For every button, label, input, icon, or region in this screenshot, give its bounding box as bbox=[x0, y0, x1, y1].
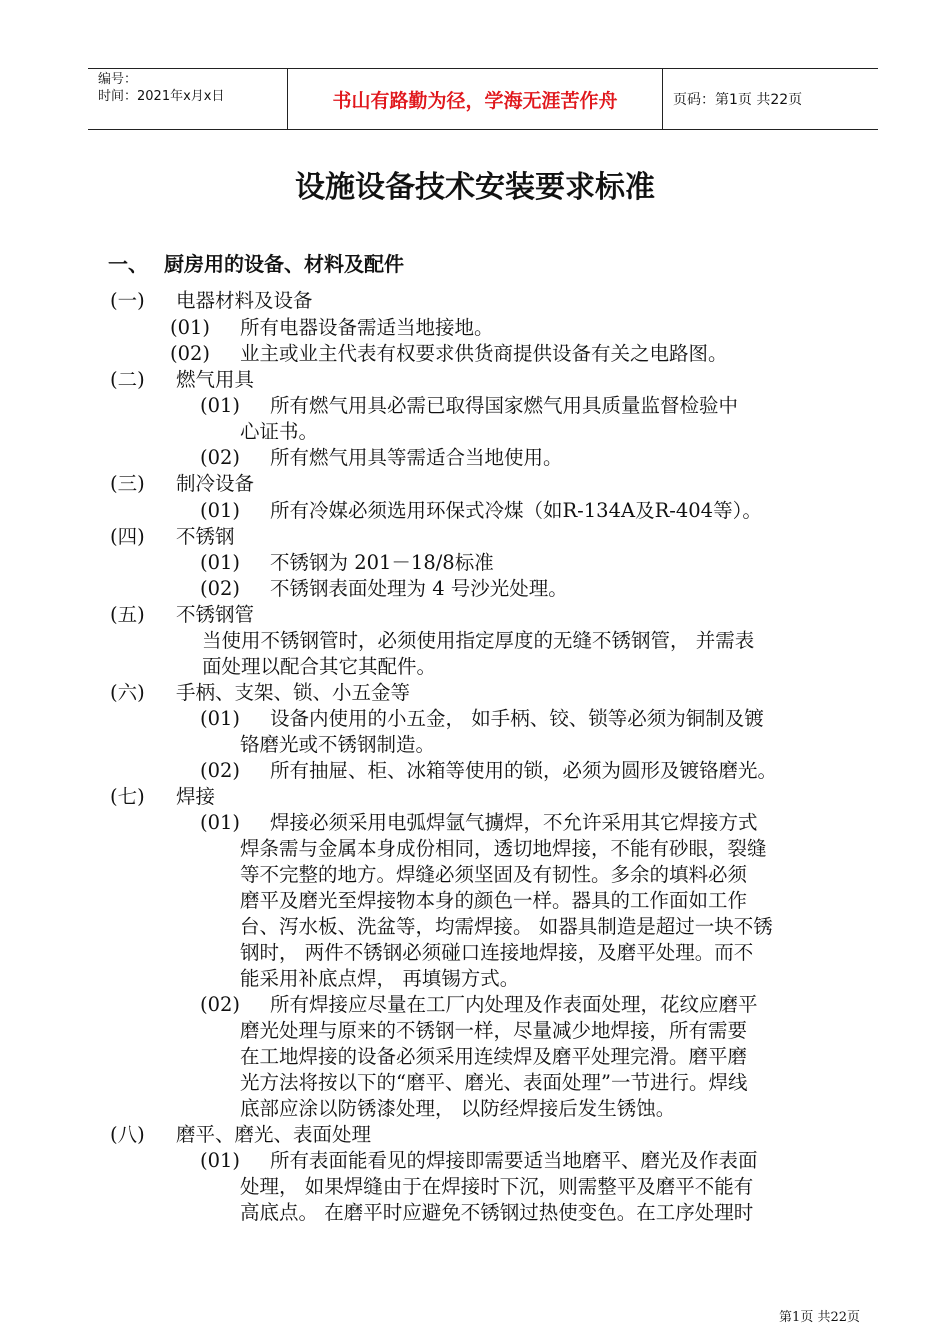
list-item-continuation: 心证书。 bbox=[240, 420, 319, 443]
list-item: (02) 所有抽屉、柜、冰箱等使用的锁，必须为圆形及镀铬磨光。 bbox=[200, 759, 778, 782]
list-item-continuation: 焊条需与金属本身成份相同，透切地焊接，不能有砂眼，裂缝 bbox=[240, 837, 767, 860]
list-item: (01) 所有表面能看见的焊接即需要适当地磨平、磨光及作表面 bbox=[200, 1149, 758, 1172]
list-item-continuation: 处理， 如果焊缝由于在焊接时下沉，则需整平及磨平不能有 bbox=[240, 1175, 754, 1198]
list-item-continuation: 台、泻水板、洗盆等，均需焊接。 如器具制造是超过一块不锈 bbox=[240, 915, 773, 938]
header-motto: 书山有路勤为径，学海无涯苦作舟 bbox=[288, 69, 663, 129]
paragraph-line: 面处理以配合其它其配件。 bbox=[202, 655, 437, 678]
subsection-heading: (七) 焊接 bbox=[110, 785, 216, 808]
list-item: (01) 设备内使用的小五金， 如手柄、铰、锁等必须为铜制及镀 bbox=[200, 707, 764, 730]
subsection-heading: (二) 燃气用具 bbox=[110, 368, 255, 391]
list-item-continuation: 高底点。 在磨平时应避免不锈钢过热使变色。在工序处理时 bbox=[240, 1201, 754, 1224]
list-item-continuation: 底部应涂以防锈漆处理， 以防经焊接后发生锈蚀。 bbox=[240, 1097, 676, 1120]
page-footer: 第1页 共22页 bbox=[779, 1310, 860, 1325]
list-item: (02) 所有焊接应尽量在工厂内处理及作表面处理，花纹应磨平 bbox=[200, 993, 758, 1016]
subsection-heading: (八) 磨平、磨光、表面处理 bbox=[110, 1123, 372, 1146]
section-heading bbox=[108, 248, 404, 277]
number-label: 编号： bbox=[98, 72, 138, 87]
list-item-continuation: 在工地焊接的设备必须采用连续焊及磨平处理完滑。磨平磨 bbox=[240, 1045, 748, 1068]
list-item-continuation: 等不完整的地方。焊缝必须坚固及有韧性。多余的填料必须 bbox=[240, 863, 748, 886]
list-item-continuation: 钢时， 两件不锈钢必须碰口连接地焊接，及磨平处理。而不 bbox=[240, 941, 754, 964]
list-item: (01) 不锈钢为 201－18/8标准 bbox=[200, 551, 494, 574]
document-header bbox=[88, 68, 878, 130]
list-item-continuation: 光方法将按以下的“磨平、磨光、表面处理”一节进行。焊线 bbox=[240, 1071, 748, 1094]
section-number: 一、 bbox=[108, 252, 148, 276]
list-item: (02) 业主或业主代表有权要求供货商提供设备有关之电路图。 bbox=[170, 342, 728, 365]
list-item: (01) 所有电器设备需适当地接地。 bbox=[170, 316, 494, 339]
list-item: (02) 所有燃气用具等需适合当地使用。 bbox=[200, 446, 563, 469]
subsection-heading: (五) 不锈钢管 bbox=[110, 603, 255, 626]
subsection-heading: (三) 制冷设备 bbox=[110, 472, 255, 495]
list-item: (01) 所有冷媒必须选用环保式冷煤（如R-134A及R-404等）。 bbox=[200, 499, 762, 522]
list-item-continuation: 磨光处理与原来的不锈钢一样，尽量减少地焊接，所有需要 bbox=[240, 1019, 748, 1042]
subsection-heading: (四) 不锈钢 bbox=[110, 525, 235, 548]
paragraph-line: 当使用不锈钢管时，必须使用指定厚度的无缝不锈钢管， 并需表 bbox=[202, 629, 755, 652]
time-label: 时间：2021年x月x日 bbox=[98, 89, 225, 104]
list-item: (02) 不锈钢表面处理为 4 号沙光处理。 bbox=[200, 577, 568, 600]
list-item: (01) 所有燃气用具必需已取得国家燃气用具质量监督检验中 bbox=[200, 394, 739, 417]
document-title: 设施设备技术安装要求标准 bbox=[295, 170, 655, 205]
subsection-heading: (六) 手柄、支架、锁、小五金等 bbox=[110, 681, 411, 704]
subsection-heading: (一) 电器材料及设备 bbox=[110, 289, 313, 312]
section-text: 厨房用的设备、材料及配件 bbox=[164, 252, 404, 276]
list-item: (01) 焊接必须采用电弧焊氩气擄焊，不允许采用其它焊接方式 bbox=[200, 811, 758, 834]
list-item-continuation: 磨平及磨光至焊接物本身的颜色一样。器具的工作面如工作 bbox=[240, 889, 748, 912]
header-page-info: 页码：第1页 共22页 bbox=[673, 92, 803, 108]
header-meta bbox=[88, 69, 288, 129]
list-item-continuation: 能采用补底点焊， 再填锡方式。 bbox=[240, 967, 520, 990]
list-item-continuation: 铬磨光或不锈钢制造。 bbox=[240, 733, 436, 756]
